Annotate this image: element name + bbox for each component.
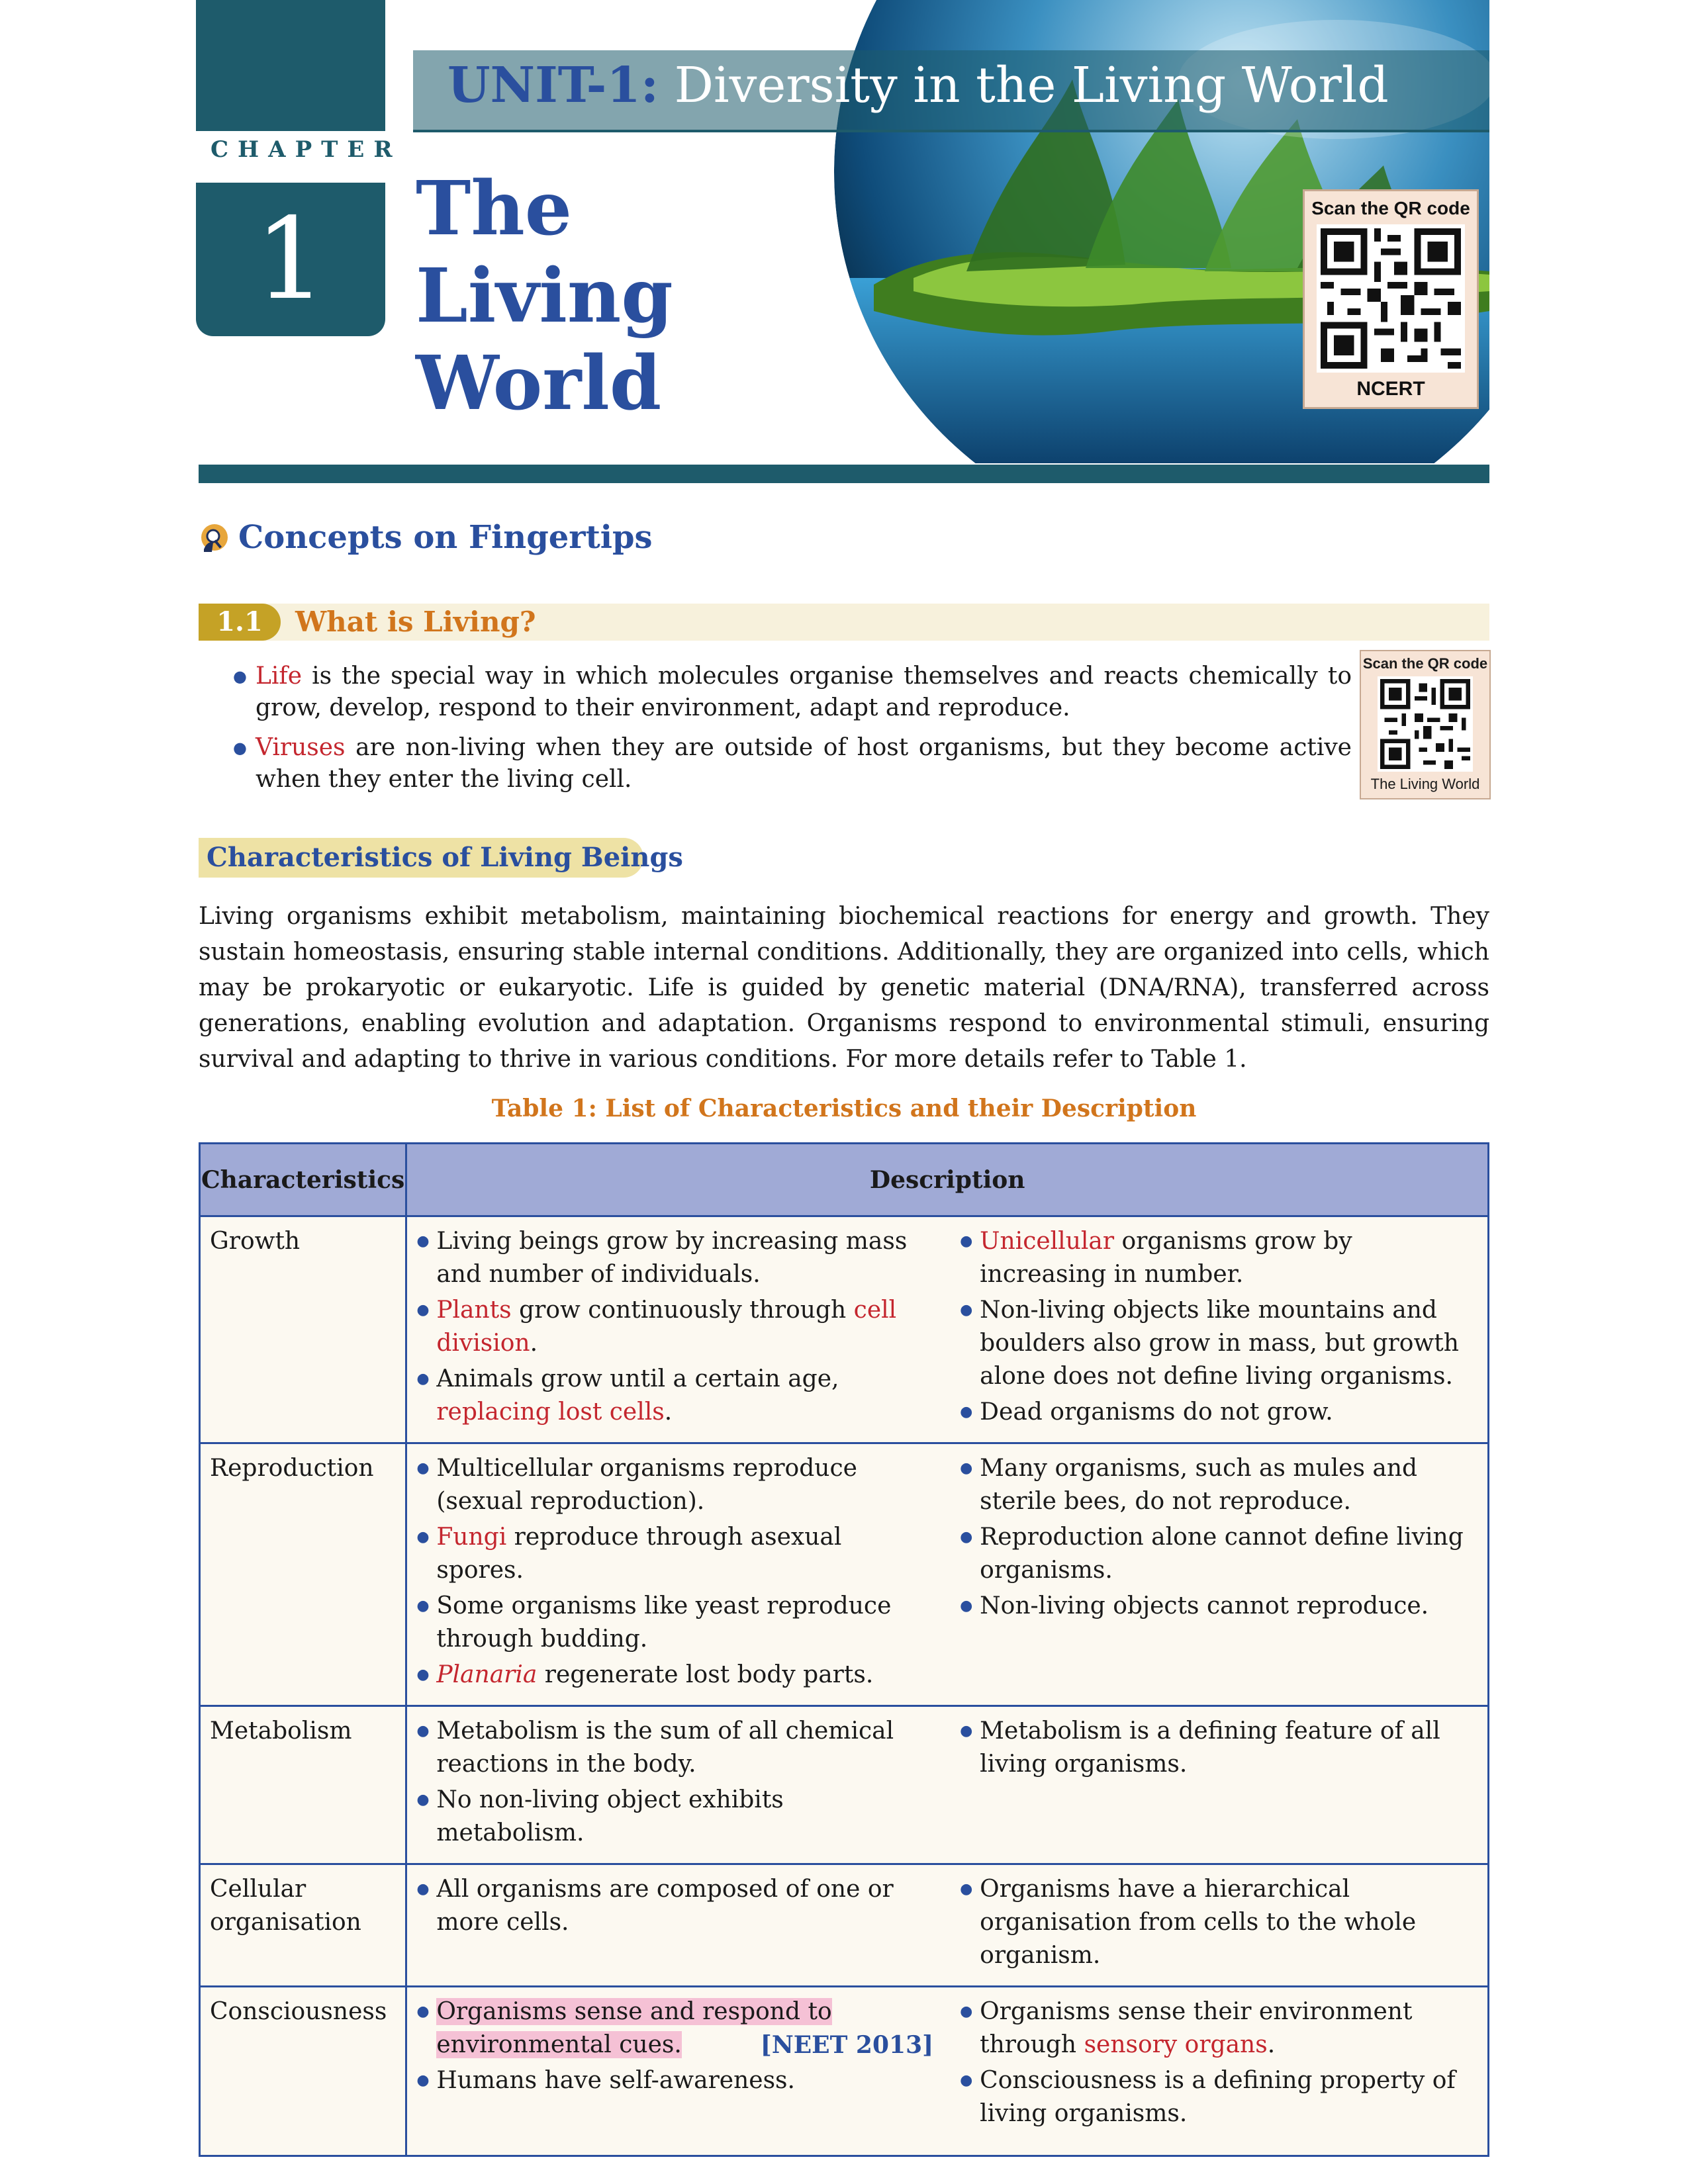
characteristics-title: Characteristics of Living Beings — [207, 842, 683, 873]
header-description: Description — [406, 1144, 1489, 1216]
key-term: cell division — [436, 1297, 897, 1357]
qr-label: Scan the QR code — [1362, 655, 1488, 672]
table-row — [200, 1864, 1489, 1987]
row-label: Growth — [200, 1216, 406, 1443]
exam-tag: [NEET 2013] — [760, 2031, 934, 2059]
key-term: Plants — [436, 1297, 512, 1324]
chapter-top-block — [196, 0, 385, 131]
qr-footer: NCERT — [1356, 378, 1425, 400]
item-text: Metabolism is the sum of all chemical reactions in the body. — [436, 1717, 894, 1778]
list-item — [416, 1784, 933, 1850]
list-item — [960, 1294, 1477, 1393]
row-label: Metabolism — [200, 1706, 406, 1864]
list-item — [233, 732, 1352, 796]
key-term: sensory organs — [1084, 2031, 1268, 2058]
chapter-label: CHAPTER — [211, 136, 402, 163]
item-text: Dead organisms do not grow. — [980, 1398, 1333, 1426]
concepts-title: Concepts on Fingertips — [238, 519, 653, 556]
header-divider — [199, 465, 1489, 483]
item-text: Living beings grow by increasing mass and number of individuals. — [436, 1228, 908, 1288]
list-item — [416, 1294, 933, 1360]
item-text: Some organisms like yeast reproduce through budding. — [436, 1592, 892, 1653]
list-item — [960, 1873, 1477, 1972]
row-description — [406, 1706, 1489, 1864]
key-term: Unicellular — [980, 1228, 1115, 1255]
item-text: grow continuously through — [511, 1297, 854, 1324]
item-text: organisms grow by increasing in number. — [980, 1228, 1352, 1288]
row-label: Reproduction — [200, 1443, 406, 1706]
qr-card-living-world[interactable] — [1360, 650, 1491, 799]
list-item — [233, 660, 1352, 724]
qr-label: Scan the QR code — [1311, 198, 1470, 218]
key-term: Viruses — [256, 734, 346, 761]
unit-prefix: UNIT-1: — [447, 57, 659, 114]
list-item — [960, 1396, 1477, 1429]
unit-heading — [447, 57, 1389, 114]
concepts-heading — [200, 519, 653, 556]
list-item — [960, 1225, 1477, 1291]
item-text: Animals grow until a certain age, — [436, 1365, 839, 1392]
table-header-row — [200, 1144, 1489, 1216]
item-text: regenerate lost body parts. — [537, 1661, 874, 1688]
row-label: Consciousness — [200, 1987, 406, 2156]
table-row — [200, 1706, 1489, 1864]
unit-title: Diversity in the Living World — [674, 57, 1389, 114]
characteristics-table — [199, 1142, 1489, 2157]
item-text: Humans have self-awareness. — [436, 2067, 795, 2094]
row-description — [406, 1216, 1489, 1443]
item-text: Multicellular organisms reproduce (sexual reproduction). — [436, 1455, 857, 1515]
list-item — [416, 1521, 933, 1587]
key-term: Planaria — [436, 1661, 538, 1688]
bullet-text: are non-living when they are outside of host organisms, but they become active when they enter the living cell. — [256, 734, 1352, 793]
key-term: Life — [256, 662, 303, 690]
item-text: Many organisms, such as mules and sterile bees, do not reproduce. — [980, 1455, 1418, 1515]
qr-code-icon — [1378, 676, 1473, 772]
item-text: . — [664, 1398, 673, 1426]
item-text: Non-living objects like mountains and boulders also grow in mass, but growth alone does not define living organisms. — [980, 1297, 1459, 1390]
item-text: Metabolism is a defining feature of all living organisms. — [980, 1717, 1440, 1778]
list-item — [960, 1715, 1477, 1781]
row-description — [406, 1864, 1489, 1987]
chapter-title: The Living World — [416, 165, 673, 427]
item-text: No non-living object exhibits metabolism. — [436, 1786, 784, 1846]
list-item — [416, 1452, 933, 1518]
list-item — [416, 1363, 933, 1429]
qr-code-icon — [1317, 224, 1465, 373]
list-item — [960, 2064, 1477, 2130]
list-item — [960, 1452, 1477, 1518]
item-text: Non-living objects cannot reproduce. — [980, 1592, 1429, 1619]
list-item — [960, 1995, 1477, 2062]
table-caption: Table 1: List of Characteristics and their Description — [491, 1095, 1197, 1122]
list-item — [416, 1659, 933, 1692]
list-item — [416, 1225, 933, 1291]
living-bullets — [233, 660, 1352, 803]
fingertip-icon — [200, 523, 229, 552]
row-label: Cellular organisation — [200, 1864, 406, 1987]
list-item — [416, 1873, 933, 1939]
section-number: 1.1 — [199, 604, 281, 641]
key-term: replacing lost cells — [436, 1398, 665, 1426]
item-text: Consciousness is a defining property of living organisms. — [980, 2067, 1456, 2127]
qr-footer: The Living World — [1370, 776, 1480, 792]
list-item — [416, 1715, 933, 1781]
list-item — [416, 1590, 933, 1656]
item-text: Organisms sense their environment through — [980, 1998, 1413, 2058]
table-row — [200, 1443, 1489, 1706]
bullet-text: is the special way in which molecules organise themselves and reacts chemically to grow, develop, respond to their environment, adapt and reproduce. — [256, 662, 1352, 721]
item-text: . — [1267, 2031, 1276, 2058]
list-item — [960, 1521, 1477, 1587]
list-item — [416, 2064, 933, 2097]
qr-card-ncert[interactable] — [1303, 189, 1479, 409]
item-text: Reproduction alone cannot define living organisms. — [980, 1524, 1464, 1584]
characteristics-paragraph: Living organisms exhibit metabolism, maintaining biochemical reactions for energy and growth. They sustain homeostasis, ensuring stable internal conditions. Additionally, they are organized into cells, which may be prokaryotic or eukaryotic. Life is guided by genetic material (DNA/RNA), transferred across generations, enabling evolution and adaptation. Organisms respond to environmental stimuli, ensuring survival and adapting to thrive in various conditions. For more details refer to Table 1. — [199, 903, 1489, 1073]
row-description — [406, 1443, 1489, 1706]
chapter-number: 1 — [196, 183, 385, 336]
header-characteristics: Characteristics — [200, 1144, 406, 1216]
section-title: What is Living? — [295, 606, 536, 638]
table-row — [200, 1987, 1489, 2156]
unit-banner — [413, 50, 1489, 132]
highlighted-text: Organisms sense and respond to environmental cues. — [436, 1998, 832, 2058]
list-item — [416, 1995, 933, 2062]
item-text: . — [530, 1330, 538, 1357]
row-description — [406, 1987, 1489, 2156]
key-term: Fungi — [436, 1524, 507, 1551]
item-text: All organisms are composed of one or more cells. — [436, 1876, 894, 1936]
list-item — [960, 1590, 1477, 1623]
table-row — [200, 1216, 1489, 1443]
item-text: Organisms have a hierarchical organisation from cells to the whole organism. — [980, 1876, 1417, 1969]
item-text: reproduce through asexual spores. — [436, 1524, 842, 1584]
